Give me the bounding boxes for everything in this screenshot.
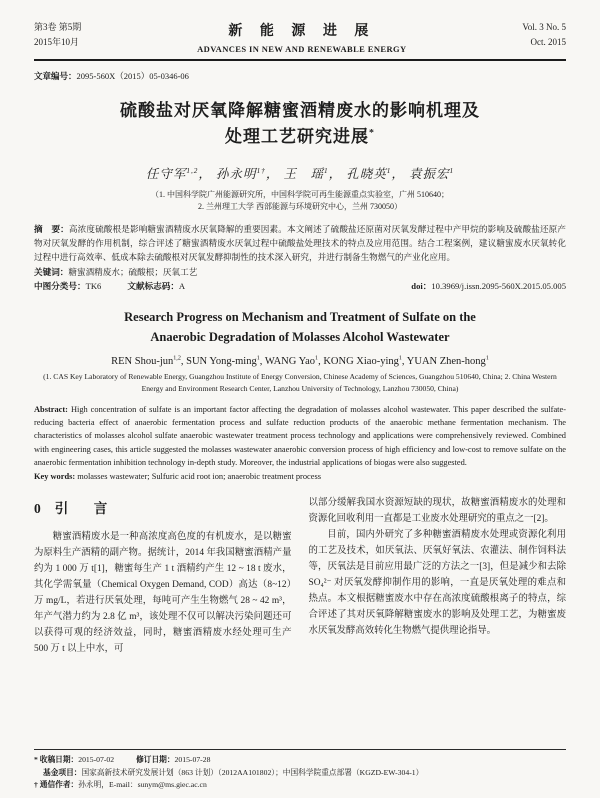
section-0-number: 0 (34, 501, 41, 517)
article-number-line (34, 70, 566, 82)
body-column-right (309, 496, 567, 658)
journal-name-en: ADVANCES IN NEW AND RENEWABLE ENERGY (197, 44, 407, 54)
keywords-cn (34, 266, 566, 278)
abstract-cn (34, 223, 566, 265)
keywords-en-label: Key words: (34, 471, 76, 481)
classification-line (34, 280, 566, 292)
affiliation-cn-line1: （1. 中国科学院广州能源研究所，中国科学院可再生能源重点实验室，广州 510640； (151, 189, 449, 199)
clc-label: 中图分类号： (34, 281, 86, 292)
date-cn: 2015年10月 (34, 37, 80, 48)
author-en: SUN Yong-ming$^1$, (186, 355, 265, 368)
author-cn: 袁振宏$^1$ (409, 166, 455, 181)
date-en: Oct. 2015 (530, 37, 566, 48)
body-paragraph: 目前，国内外研究了多种糖蜜酒精废水处理或资源化利用的工艺及技术，如厌氧法、厌氧好氧法、农灌法、制作饲料法等，厌氧法是目前应用最广泛的方法之一[3]，但是减少和去除 SO₄²⁻ 对厌氧发酵抑制作用的影响，一直是厌氧处理的难点和热点。本文根据糖蜜废水中存在高浓度硫酸根离子的特点，综合评述了其对厌氧降解糖蜜废水的影响及处理工艺，为糖蜜废水厌氧发酵高效转化生物燃气提供理论指导。 (308, 530, 566, 637)
footnote-dates (34, 754, 566, 767)
journal-header (34, 20, 566, 54)
abstract-cn-label: 摘 要： (34, 224, 69, 235)
abstract-en (34, 403, 566, 470)
doi-line (411, 280, 566, 292)
author-cn: 孙永明$^{1\dagger}$， (216, 166, 280, 181)
title-footnote-star: * (369, 127, 375, 139)
authors-cn (34, 164, 566, 182)
doc-code-label: 文献标志码： (127, 281, 179, 292)
body-column-left (34, 496, 292, 658)
title-cn-line1: 硫酸盐对厌氧降解糖蜜酒精废水的影响机理及 (120, 101, 480, 120)
author-cn: 孔晓英$^1$， (346, 166, 405, 181)
authors-en (34, 356, 566, 367)
section-0-heading (34, 498, 292, 521)
body-paragraph: 以部分缓解我国水资源短缺的现状，故糖蜜酒精废水的处理和资源化回收利用一直都是工业废水处理研究的重点之一[2]。 (308, 498, 566, 525)
author-en: WANG Yao$^1$, (264, 355, 324, 368)
abstract-cn-text: 高浓度硫酸根是影响糖蜜酒精废水厌氧降解的重要因素。本文阐述了硫酸盐还原菌对厌氧发酵过程中产甲烷的影响及硫酸盐还原产物对厌氧发酵的作用机制，综合评述了糖蜜酒精废水厌氧过程中硫酸盐处理技术的特点及应用范围。结合工程案例，建议糖蜜废水厌氧转化过程中进行高效率、低成本除去硫酸根对厌氧发酵抑制性的技术深入研究，并进行制备生物燃气的产业化应用。 (34, 224, 566, 263)
received-date: 2015-07-02 (78, 754, 115, 764)
title-en (34, 307, 566, 347)
header-vol-info (522, 20, 566, 51)
affiliation-cn-line2: 2. 兰州理工大学 西部能源与环境研究中心，兰州 730050） (198, 202, 402, 212)
abstract-en-label: Abstract: (34, 404, 68, 414)
keywords-en (34, 471, 566, 484)
classification-left (34, 280, 185, 292)
article-number-label: 文章编号： (34, 71, 77, 81)
author-en: KONG Xiao-ying$^1$, (323, 355, 407, 368)
footnote-block (34, 749, 566, 792)
clc-value: TK6 (85, 281, 102, 292)
journal-name-cn: 新 能 源 进 展 (228, 24, 376, 39)
body-columns (34, 496, 566, 658)
volume-issue-en: Vol. 3 No. 5 (522, 22, 566, 32)
keywords-cn-label: 关键词： (34, 267, 69, 278)
author-en: REN Shou-jun$^{1,2}$, (111, 355, 187, 368)
article-number-value: 2095-560X（2015）05-0346-06 (76, 71, 189, 81)
revised-date: 2015-07-28 (174, 754, 211, 764)
funding-text: 国家高新技术研究发展计划（863 计划）（2012AA101802）；中国科学院重点部署（KGZD-EW-304-1） (81, 767, 424, 777)
title-en-line2: Anaerobic Degradation of Molasses Alcohol Wastewater (150, 330, 450, 345)
header-rule (34, 59, 566, 61)
volume-issue-cn: 第3卷 第5期 (34, 22, 82, 32)
author-cn: 王 瑶$^1$， (283, 166, 343, 181)
abstract-en-text: High concentration of sulfate is an important factor affecting the degradation of molasses alcohol wastewater. This paper described the sulfate-reducing bacteria effect of anaerobic fermentation process and sulfate reduction products of the anaerobic methane fermentation mechanism. The characteristics of molasses alcohol sulfate anaerobic wastewater treatment process technology and applications were comprehensively reviewed. Combined with engineering cases, this article suggested the molasses wastewater anaerobic conversion process of high efficiency and low-cost to remove sulfate on the anaerobic fermentation inhibition technology in-depth study. Moreover, the industrial applications of biogas were also suggested. (34, 404, 567, 468)
journal-name-block (81, 20, 522, 54)
body-paragraph: 糖蜜酒精废水是一种高浓度高色度的有机废水，是以糖蜜为原料生产酒精的副产物。据统计，2014 年我国糖蜜酒精产量约为 1 000 万 t[1]，糖蜜每生产 1 t 酒精约产生 12 ~ 18 t 废水，其化学需氧量（Chemical Oxygen Demand, COD）高达（8~12）万 mg/L，若进行厌氧处理，每吨可产生生物燃气 28 ~ 42 m³，年产气潜力约为 2.8 亿 m³，该处理不仅可以解决污染问题还可以获得可观的经济效益，同时，糖蜜酒精废水经处理可生产 500 万 t 以上中水，可 (34, 532, 292, 655)
corresponding-author-name: 孙永明， (78, 780, 109, 790)
title-cn (34, 98, 566, 151)
email-value: sunym@ms.giec.ac.cn (137, 780, 207, 790)
revised-date-label: 修订日期： (136, 754, 175, 764)
doi-value: 10.3969/j.issn.2095-560X.2015.05.005 (431, 281, 566, 292)
author-en: YUAN Zhen-hong$^1$ (406, 355, 489, 368)
doc-code-value: A (178, 281, 186, 292)
corresponding-author-label: † 通信作者： (34, 780, 79, 790)
footnote-funding (34, 767, 566, 780)
doi-label: doi： (411, 281, 432, 292)
keywords-cn-text: 糖蜜酒精废水；硫酸根；厌氧工艺 (68, 267, 198, 278)
email-label: E-mail： (108, 780, 138, 790)
title-en-line1: Research Progress on Mechanism and Treatment of Sulfate on the (124, 310, 476, 325)
title-cn-line2: 处理工艺研究进展* (225, 127, 375, 147)
footnote-corresponding (34, 779, 566, 792)
funding-label: 基金项目： (43, 767, 82, 777)
affiliation-cn (34, 189, 566, 215)
keywords-en-text: molasses wastewater; Sulfuric acid root ion; anaerobic treatment process (77, 471, 321, 481)
received-date-label: * 收稿日期： (34, 754, 79, 764)
section-0-title: 引 言 (54, 501, 114, 517)
affiliation-en: (1. CAS Key Laboratory of Renewable Energy, Guangzhou Institute of Energy Conversion, Chinese Academy of Sciences, Guangzhou 510640, China; 2. China Western Energy and Environment Research Center, Lanzhou University of Technology, Lanzhou 730050, China) (43, 372, 557, 393)
header-issue-info (34, 20, 81, 51)
author-cn: 任守军$^{1,2}$， (145, 166, 212, 181)
